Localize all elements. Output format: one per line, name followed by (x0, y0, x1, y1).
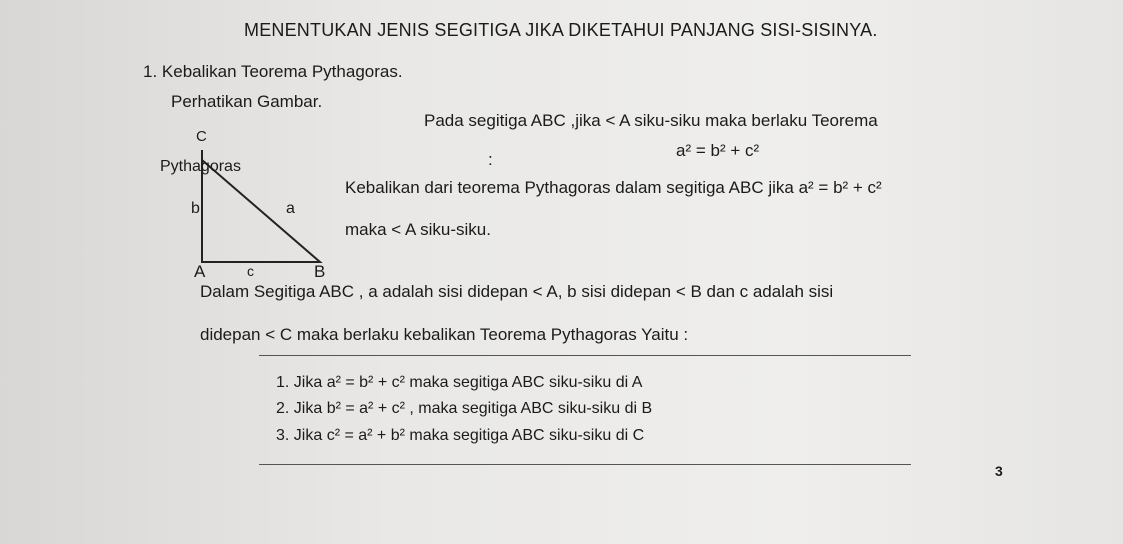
side-label-a: a (286, 200, 295, 217)
side-label-b: b (191, 200, 200, 217)
paragraph-theorem: Pada segitiga ABC ,jika < A siku-siku maka berlaku Teorema (424, 111, 878, 130)
rule-item: 1. Jika a² = b² + c² maka segitiga ABC siku-siku di A (276, 374, 643, 391)
colon-mark: : (488, 150, 493, 169)
paragraph-sides: Dalam Segitiga ABC , a adalah sisi didepan < A, b sisi didepan < B dan c adalah sisi (200, 282, 834, 301)
paragraph-converse-cont: maka < A siku-siku. (345, 220, 491, 239)
page-title: MENENTUKAN JENIS SEGITIGA JIKA DIKETAHUI PANJANG SISI-SISINYA. (244, 20, 878, 40)
section-heading: 1. Kebalikan Teorema Pythagoras. (143, 62, 403, 81)
page-number: 3 (995, 463, 1003, 479)
paragraph-sides-cont: didepan < C maka berlaku kebalikan Teorema Pythagoras Yaitu : (200, 325, 689, 344)
instruction-text: Perhatikan Gambar. (171, 92, 323, 111)
vertex-label-c-top: C (196, 128, 207, 145)
pythagoras-label: Pythagoras (160, 158, 241, 175)
rules-box (259, 355, 911, 465)
rule-item: 2. Jika b² = a² + c² , maka segitiga ABC siku-siku di B (276, 400, 653, 417)
vertex-label-B: B (314, 262, 326, 281)
vertex-label-A: A (194, 262, 206, 281)
side-label-c: c (247, 263, 254, 279)
rule-item: 3. Jika c² = a² + b² maka segitiga ABC siku-siku di C (276, 427, 645, 444)
paragraph-converse: Kebalikan dari teorema Pythagoras dalam segitiga ABC jika a² = b² + c² (345, 178, 882, 197)
equation-pythagoras: a² = b² + c² (676, 141, 760, 160)
